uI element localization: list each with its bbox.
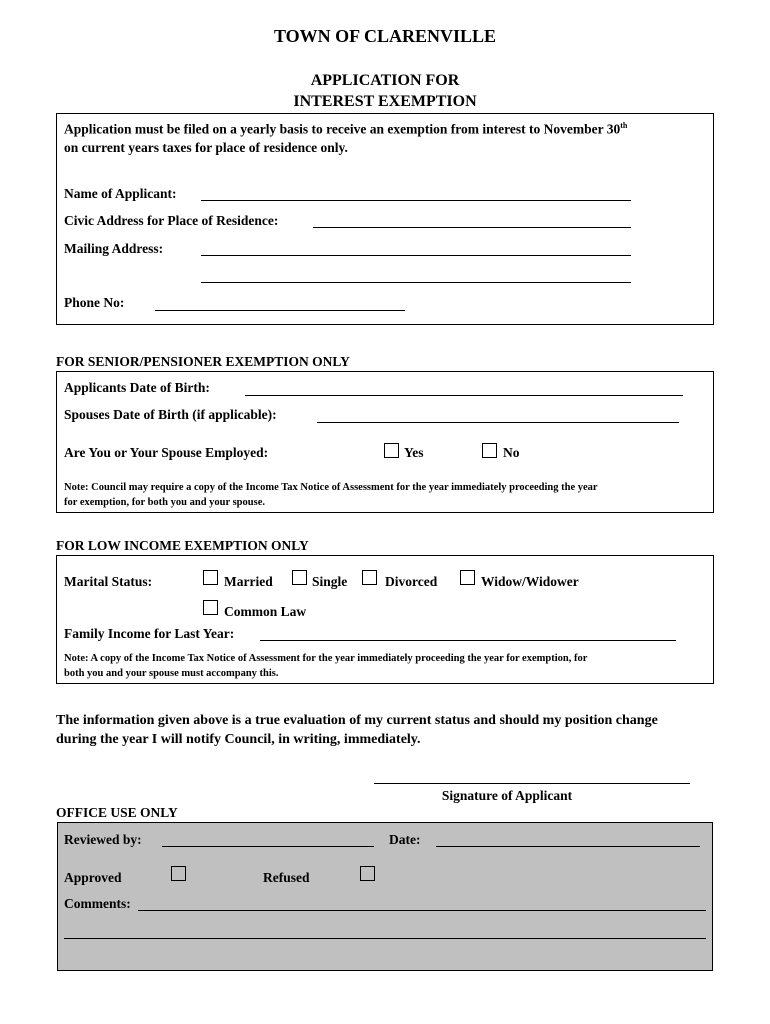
- mailing-address-field-2[interactable]: [201, 282, 631, 283]
- civic-address-label: Civic Address for Place of Residence:: [64, 213, 279, 228]
- phone-label: Phone No:: [64, 295, 125, 310]
- date-label: Date:: [389, 832, 421, 847]
- yes-label: Yes: [404, 445, 424, 460]
- comments-label: Comments:: [64, 896, 131, 911]
- widow-label: Widow/Widower: [481, 574, 579, 589]
- form-title-line-1: APPLICATION FOR: [310, 72, 460, 89]
- single-checkbox[interactable]: [292, 570, 307, 585]
- spouse-dob-field[interactable]: [317, 422, 679, 423]
- spouse-dob-label: Spouses Date of Birth (if applicable):: [64, 407, 277, 422]
- no-label: No: [503, 445, 520, 460]
- employed-label: Are You or Your Spouse Employed:: [64, 445, 269, 460]
- declaration-line-2: during the year I will notify Council, in writing, immediately.: [56, 732, 421, 747]
- low-income-heading: FOR LOW INCOME EXEMPTION ONLY: [56, 538, 309, 553]
- widow-checkbox[interactable]: [460, 570, 475, 585]
- town-title: TOWN OF CLARENVILLE: [273, 26, 497, 46]
- intro-text-line-2: on current years taxes for place of residence only.: [64, 140, 348, 155]
- declaration-line-1: The information given above is a true evaluation of my current status and should my position change: [56, 713, 658, 728]
- approved-checkbox[interactable]: [171, 866, 186, 881]
- phone-field[interactable]: [155, 310, 405, 311]
- office-section: [57, 822, 713, 971]
- date-field[interactable]: [436, 846, 700, 847]
- common-law-label: Common Law: [224, 604, 307, 619]
- reviewed-by-field[interactable]: [162, 846, 374, 847]
- family-income-label: Family Income for Last Year:: [64, 626, 235, 641]
- no-checkbox[interactable]: [482, 443, 497, 458]
- senior-note-line-1: Note: Council may require a copy of the Income Tax Notice of Assessment for the year immediately proceeding the year: [64, 482, 598, 493]
- approved-label: Approved: [64, 870, 122, 885]
- yes-checkbox[interactable]: [384, 443, 399, 458]
- married-checkbox[interactable]: [203, 570, 218, 585]
- office-heading: OFFICE USE ONLY: [56, 805, 178, 820]
- refused-label: Refused: [263, 870, 310, 885]
- divorced-checkbox[interactable]: [362, 570, 377, 585]
- civic-address-field[interactable]: [313, 227, 631, 228]
- refused-checkbox[interactable]: [360, 866, 375, 881]
- reviewed-by-label: Reviewed by:: [64, 832, 142, 847]
- common-law-checkbox[interactable]: [203, 600, 218, 615]
- marital-status-label: Marital Status:: [64, 574, 153, 589]
- comments-field-2[interactable]: [64, 938, 706, 939]
- name-field[interactable]: [201, 200, 631, 201]
- married-label: Married: [224, 574, 273, 589]
- signature-field[interactable]: [374, 783, 690, 784]
- signature-label: Signature of Applicant: [441, 788, 573, 803]
- form-title-line-2: INTEREST EXEMPTION: [293, 93, 477, 110]
- comments-field[interactable]: [138, 910, 706, 911]
- senior-note-line-2: for exemption, for both you and your spouse.: [64, 497, 265, 508]
- applicant-dob-field[interactable]: [245, 395, 683, 396]
- mailing-address-label: Mailing Address:: [64, 241, 164, 256]
- family-income-field[interactable]: [260, 640, 676, 641]
- intro-text-line-1: Application must be filed on a yearly basis to receive an exemption from interest to November 30th: [64, 121, 628, 137]
- mailing-address-field[interactable]: [201, 255, 631, 256]
- single-label: Single: [312, 574, 348, 589]
- low-income-note-line-1: Note: A copy of the Income Tax Notice of Assessment for the year immediately proceeding the year for exemption, for: [64, 653, 588, 664]
- senior-heading: FOR SENIOR/PENSIONER EXEMPTION ONLY: [56, 354, 350, 369]
- name-label: Name of Applicant:: [64, 186, 177, 201]
- divorced-label: Divorced: [385, 574, 438, 589]
- applicant-dob-label: Applicants Date of Birth:: [64, 380, 210, 395]
- low-income-note-line-2: both you and your spouse must accompany this.: [64, 668, 279, 679]
